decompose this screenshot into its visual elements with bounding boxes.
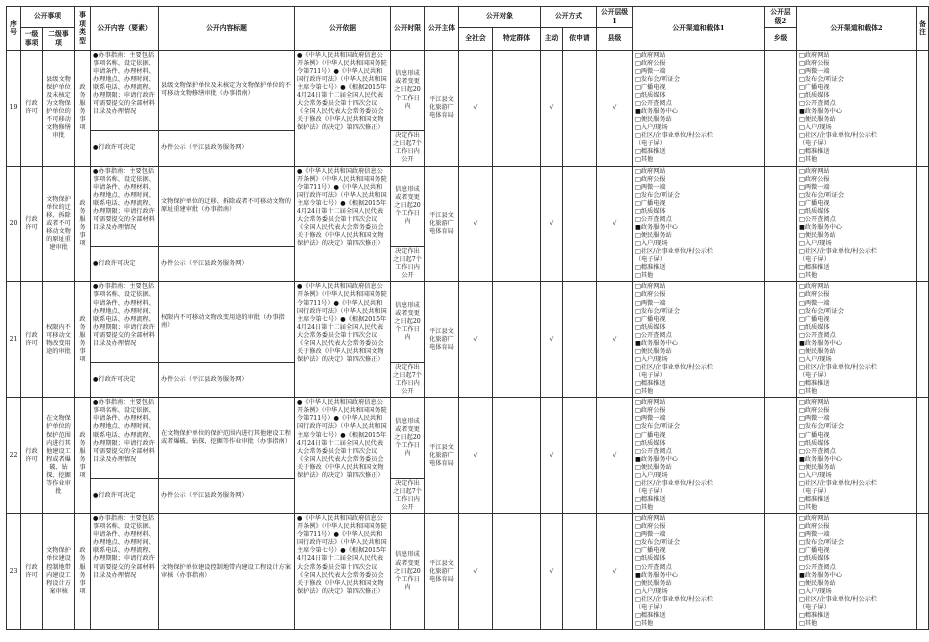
- row-note: [917, 514, 929, 630]
- channel-option: □纸质媒体: [799, 555, 830, 563]
- channel-option: □公开查阅点: [635, 100, 672, 108]
- channel-option: □便民服务站: [799, 116, 836, 124]
- channel-option: □政府公报: [635, 407, 666, 415]
- row-basis: ●《中华人民共和国政府信息公开条例》（中华人民共和国国务院令第711号）●《中华人民共和国行政许可法》（中华人民共和国主席令第七号）●《根据2015年4月24日第十二届全国人民代表大会常务委员会第十四次会议《全国人民代表大会常务委员会关于修改《中华人民共和国文物保护法》的决定》第四次修正）: [295, 514, 391, 630]
- row-number: 20: [7, 166, 21, 282]
- header-level1: 一级事项: [21, 27, 43, 50]
- check-request: [563, 50, 597, 166]
- channel-option: □纸质媒体: [799, 323, 830, 331]
- check-town: [765, 282, 797, 398]
- check-all: √: [459, 166, 493, 282]
- row-time-main: 信息形成或者变更之日起20个工作日内: [391, 514, 425, 630]
- channel-option: □发布会/听证会: [799, 423, 845, 431]
- channel-option: □两微一端: [635, 299, 666, 307]
- channel-list-1: [633, 50, 765, 166]
- channel-option: □纸质媒体: [799, 439, 830, 447]
- row-time-main: 信息形成或者变更之日起20个工作日内: [391, 50, 425, 131]
- row-category: 行政许可: [21, 50, 43, 166]
- channel-option: □政府网站: [635, 399, 666, 407]
- row-item: 在文物保护单位的保护范围内进行其他建设工程或者爆破、钻探、挖掘等作业审批: [43, 398, 75, 514]
- channel-option: □广播电视: [635, 199, 666, 207]
- channel-option: □发布会/听证会: [799, 191, 845, 199]
- row-subject: 平江县文化旅游广电体育局: [425, 166, 459, 282]
- header-method: 公开方式: [541, 7, 597, 28]
- row-note: [917, 166, 929, 282]
- channel-option: □社区/企事业单位/村公示栏: [635, 595, 714, 603]
- channel-option: □广播电视: [635, 315, 666, 323]
- check-request: [563, 514, 597, 630]
- header-target: 公开对象: [459, 7, 541, 28]
- check-county: √: [597, 166, 633, 282]
- channel-option: ■政务服务中心: [799, 108, 842, 116]
- channel-option: □两微一端: [635, 67, 666, 75]
- header-basis: 公开依据: [295, 7, 391, 51]
- channel-option: （电子屏）: [799, 140, 830, 148]
- channel-option: □入户/现场: [635, 124, 668, 132]
- header-request: 依申请: [563, 27, 597, 50]
- channel-option: □入户/现场: [635, 355, 668, 363]
- channel-option: ■政务服务中心: [799, 223, 842, 231]
- row-time-decision: 决定作出之日起7个工作日内公开: [391, 363, 425, 398]
- row-number: 19: [7, 50, 21, 166]
- channel-option: ■政务服务中心: [799, 455, 842, 463]
- row-time-decision: 决定作出之日起7个工作日内公开: [391, 131, 425, 166]
- row-time-main: 信息形成或者变更之日起20个工作日内: [391, 166, 425, 247]
- row-type: 政务服务事项: [75, 398, 91, 514]
- channel-option: □精准推送: [799, 264, 830, 272]
- channel-list-2: [797, 166, 917, 282]
- channel-option: □广播电视: [799, 199, 830, 207]
- channel-option: □广播电视: [635, 547, 666, 555]
- row-type: 政务服务事项: [75, 282, 91, 398]
- channel-option: ■政务服务中心: [635, 223, 678, 231]
- row-number: 23: [7, 514, 21, 630]
- row-item: 县级文物保护单位及未核定为文物保护单位的不可移动文物修缮审批: [43, 50, 75, 166]
- channel-option: □其他: [799, 504, 818, 512]
- row-title-decision: 办件公示（平江县政务服务网）: [159, 478, 295, 513]
- channel-option: □入户/现场: [635, 471, 668, 479]
- row-time-decision: 决定作出之日起7个工作日内公开: [391, 247, 425, 282]
- row-title: 文物保护单位的迁移、拆除或者不可移动文物的原址重建审批（办事指南）: [159, 166, 295, 247]
- row-basis: ●《中华人民共和国政府信息公开条例》（中华人民共和国国务院令第711号）●《中华人民共和国行政许可法》（中华人民共和国主席令第七号）●《根据2015年4月24日第十二届全国人民代表大会常务委员会第十四次会议《全国人民代表大会常务委员会关于修改《中华人民共和国文物保护法》的决定》第四次修正）: [295, 166, 391, 282]
- channel-option: □发布会/听证会: [635, 423, 681, 431]
- channel-option: □公开查阅点: [799, 331, 836, 339]
- channel-option: □入户/现场: [635, 587, 668, 595]
- header-subject: 公开主体: [425, 7, 459, 51]
- channel-option: □两微一端: [799, 183, 830, 191]
- row-content-decision: ●行政许可决定: [91, 478, 159, 513]
- header-county: 县级: [597, 27, 633, 50]
- channel-option: （电子屏）: [635, 603, 666, 611]
- row-note: [917, 50, 929, 166]
- row-basis: ●《中华人民共和国政府信息公开条例》（中华人民共和国国务院令第711号）●《中华人民共和国行政许可法》（中华人民共和国主席令第七号）●《根据2015年4月24日第十二届全国人民代表大会常务委员会第十四次会议《全国人民代表大会常务委员会关于修改《中华人民共和国文物保护法》的决定》第四次修正）: [295, 282, 391, 398]
- header-note: 备注: [917, 7, 929, 51]
- channel-option: □发布会/听证会: [635, 191, 681, 199]
- row-title: 在文物保护单位的保护范围内进行其他建设工程或者爆破、钻探、挖掘等作业审批（办事指南）: [159, 398, 295, 479]
- channel-option: □精准推送: [799, 496, 830, 504]
- check-county: √: [597, 282, 633, 398]
- row-type: 政务服务事项: [75, 166, 91, 282]
- row-content-decision: ●行政许可决定: [91, 131, 159, 166]
- channel-option: ■政务服务中心: [635, 339, 678, 347]
- channel-option: □便民服务站: [635, 347, 672, 355]
- row-title-decision: 办件公示（平江县政务服务网）: [159, 131, 295, 166]
- channel-option: □社区/企事业单位/村公示栏: [799, 479, 878, 487]
- header-active: 主动: [541, 27, 563, 50]
- channel-option: □纸质媒体: [635, 555, 666, 563]
- channel-option: □政府网站: [635, 283, 666, 291]
- channel-option: □政府网站: [799, 167, 830, 175]
- table-row: [7, 398, 929, 479]
- row-subject: 平江县文化旅游广电体育局: [425, 50, 459, 166]
- channel-option: □纸质媒体: [635, 323, 666, 331]
- row-type: 政务服务事项: [75, 50, 91, 166]
- table-row: [7, 50, 929, 131]
- channel-option: （电子屏）: [799, 372, 830, 380]
- check-town: [765, 398, 797, 514]
- channel-option: □两微一端: [635, 531, 666, 539]
- row-content-main: ●办事指南：主要包括事项名称、设定依据、申请条件、办理材料、办理地点、办理时间、联系电话、办理流程、办理期限；申请行政许可需要提交的全部材料目录及办理情况: [91, 50, 159, 131]
- header-items: 公开事项: [21, 7, 75, 28]
- channel-option: □两微一端: [799, 299, 830, 307]
- check-all: √: [459, 50, 493, 166]
- channel-option: □政府网站: [635, 51, 666, 59]
- channel-option: □便民服务站: [635, 463, 672, 471]
- header-level2: 二级事项: [43, 27, 75, 50]
- row-basis: ●《中华人民共和国政府信息公开条例》（中华人民共和国国务院令第711号）●《中华人民共和国行政许可法》（中华人民共和国主席令第七号）●《根据2015年4月24日第十二届全国人民代表大会常务委员会第十四次会议《全国人民代表大会常务委员会关于修改《中华人民共和国文物保护法》的决定》第四次修正）: [295, 50, 391, 166]
- row-content-main: ●办事指南：主要包括事项名称、设定依据、申请条件、办理材料、办理地点、办理时间、联系电话、办理流程、办理期限；申请行政许可需要提交的全部材料目录及办理情况: [91, 166, 159, 247]
- header-type: 事项类型: [75, 7, 91, 51]
- channel-option: □公开查阅点: [799, 563, 836, 571]
- check-town: [765, 514, 797, 630]
- row-subject: 平江县文化旅游广电体育局: [425, 514, 459, 630]
- channel-list-2: [797, 282, 917, 398]
- channel-option: □政府公报: [635, 291, 666, 299]
- channel-option: □发布会/听证会: [799, 75, 845, 83]
- check-town: [765, 50, 797, 166]
- channel-option: □精准推送: [799, 148, 830, 156]
- channel-option: □社区/企事业单位/村公示栏: [799, 595, 878, 603]
- channel-option: □其他: [799, 388, 818, 396]
- row-type: 政务服务事项: [75, 514, 91, 630]
- row-content-main: ●办事指南：主要包括事项名称、设定依据、申请条件、办理材料、办理地点、办理时间、联系电话、办理流程、办理期限；申请行政许可需要提交的全部材料目录及办理情况: [91, 282, 159, 363]
- channel-option: □便民服务站: [799, 232, 836, 240]
- channel-option: □精准推送: [799, 611, 830, 619]
- table-row: [7, 166, 929, 247]
- channel-list-2: [797, 50, 917, 166]
- channel-option: □精准推送: [635, 264, 666, 272]
- check-request: [563, 166, 597, 282]
- channel-option: □便民服务站: [799, 347, 836, 355]
- channel-option: □精准推送: [635, 611, 666, 619]
- channel-option: □政府公报: [799, 291, 830, 299]
- row-subject: 平江县文化旅游广电体育局: [425, 398, 459, 514]
- header-content: 公开内容（要素）: [91, 7, 159, 51]
- channel-option: □精准推送: [799, 380, 830, 388]
- channel-option: □两微一端: [799, 67, 830, 75]
- channel-option: □政府网站: [799, 515, 830, 523]
- channel-option: （电子屏）: [635, 256, 666, 264]
- channel-option: （电子屏）: [799, 603, 830, 611]
- channel-option: □政府网站: [799, 399, 830, 407]
- channel-option: □发布会/听证会: [635, 539, 681, 547]
- header-title: 公开内容标题: [159, 7, 295, 51]
- row-content-main: ●办事指南：主要包括事项名称、设定依据、申请条件、办理材料、办理地点、办理时间、联系电话、办理流程、办理期限；申请行政许可需要提交的全部材料目录及办理情况: [91, 398, 159, 479]
- channel-option: □两微一端: [635, 415, 666, 423]
- channel-option: □纸质媒体: [635, 207, 666, 215]
- check-town: [765, 166, 797, 282]
- channel-list-1: [633, 166, 765, 282]
- channel-option: □两微一端: [799, 415, 830, 423]
- header-seq: 序号: [7, 7, 21, 51]
- channel-option: （电子屏）: [635, 140, 666, 148]
- channel-option: □社区/企事业单位/村公示栏: [635, 248, 714, 256]
- row-category: 行政许可: [21, 166, 43, 282]
- channel-option: ■政务服务中心: [635, 455, 678, 463]
- channel-option: □社区/企事业单位/村公示栏: [799, 132, 878, 140]
- row-basis: ●《中华人民共和国政府信息公开条例》（中华人民共和国国务院令第711号）●《中华人民共和国行政许可法》（中华人民共和国主席令第七号）●《根据2015年4月24日第十二届全国人民代表大会常务委员会第十四次会议《全国人民代表大会常务委员会关于修改《中华人民共和国文物保护法》的决定》第四次修正）: [295, 398, 391, 514]
- channel-option: □广播电视: [799, 315, 830, 323]
- channel-option: □广播电视: [635, 431, 666, 439]
- channel-option: □政府网站: [799, 51, 830, 59]
- channel-option: （电子屏）: [635, 487, 666, 495]
- check-county: √: [597, 50, 633, 166]
- channel-option: □广播电视: [635, 83, 666, 91]
- channel-option: □广播电视: [799, 431, 830, 439]
- channel-option: （电子屏）: [799, 256, 830, 264]
- channel-option: □政府公报: [799, 523, 830, 531]
- check-active: √: [541, 50, 563, 166]
- channel-option: ■政务服务中心: [635, 571, 678, 579]
- channel-option: □入户/现场: [799, 355, 832, 363]
- header-layer2: 公开层级2: [765, 7, 797, 28]
- channel-option: □公开查阅点: [635, 215, 672, 223]
- channel-option: □入户/现场: [799, 471, 832, 479]
- channel-option: □两微一端: [635, 183, 666, 191]
- channel-option: □精准推送: [635, 380, 666, 388]
- check-specific: [493, 514, 541, 630]
- table-row: [7, 282, 929, 363]
- channel-option: □政府公报: [635, 175, 666, 183]
- channel-option: □入户/现场: [799, 587, 832, 595]
- channel-option: □广播电视: [799, 83, 830, 91]
- channel-option: □便民服务站: [635, 579, 672, 587]
- channel-option: □其他: [799, 272, 818, 280]
- header-town: 乡级: [765, 27, 797, 50]
- row-item: 文物保护单位建设控制地带内建设工程设计方案审核: [43, 514, 75, 630]
- check-specific: [493, 398, 541, 514]
- channel-option: □社区/企事业单位/村公示栏: [635, 479, 714, 487]
- disclosure-table: [6, 6, 929, 630]
- row-content-decision: ●行政许可决定: [91, 363, 159, 398]
- channel-option: □发布会/听证会: [799, 307, 845, 315]
- channel-option: （电子屏）: [799, 487, 830, 495]
- channel-option: □纸质媒体: [635, 91, 666, 99]
- channel-option: □便民服务站: [635, 116, 672, 124]
- row-subject: 平江县文化旅游广电体育局: [425, 282, 459, 398]
- channel-list-1: [633, 282, 765, 398]
- channel-option: ■政务服务中心: [799, 571, 842, 579]
- row-number: 21: [7, 282, 21, 398]
- row-time-main: 信息形成或者变更之日起20个工作日内: [391, 282, 425, 363]
- header-time: 公开时限: [391, 7, 425, 51]
- channel-option: □政府网站: [799, 283, 830, 291]
- channel-option: □入户/现场: [799, 124, 832, 132]
- check-active: √: [541, 514, 563, 630]
- row-note: [917, 282, 929, 398]
- channel-option: □公开查阅点: [635, 563, 672, 571]
- header-channel1: 公开渠道和载体1: [633, 7, 765, 51]
- channel-option: □其他: [799, 619, 818, 627]
- channel-option: □其他: [635, 388, 654, 396]
- channel-option: □发布会/听证会: [635, 75, 681, 83]
- row-time-decision: 决定作出之日起7个工作日内公开: [391, 478, 425, 513]
- channel-list-2: [797, 398, 917, 514]
- channel-option: □便民服务站: [635, 232, 672, 240]
- channel-option: □社区/企事业单位/村公示栏: [635, 132, 714, 140]
- check-request: [563, 282, 597, 398]
- check-county: √: [597, 514, 633, 630]
- channel-option: □其他: [635, 504, 654, 512]
- channel-option: □纸质媒体: [799, 91, 830, 99]
- channel-option: □政府公报: [799, 407, 830, 415]
- channel-option: （电子屏）: [635, 372, 666, 380]
- channel-option: □便民服务站: [799, 579, 836, 587]
- channel-option: □政府公报: [635, 59, 666, 67]
- channel-option: □公开查阅点: [799, 215, 836, 223]
- channel-option: □公开查阅点: [799, 447, 836, 455]
- channel-option: □入户/现场: [799, 240, 832, 248]
- channel-option: □其他: [635, 272, 654, 280]
- channel-option: □社区/企事业单位/村公示栏: [635, 364, 714, 372]
- check-active: √: [541, 398, 563, 514]
- row-content-decision: ●行政许可决定: [91, 247, 159, 282]
- channel-option: □其他: [635, 156, 654, 164]
- row-title-decision: 办件公示（平江县政务服务网）: [159, 363, 295, 398]
- channel-option: □入户/现场: [635, 240, 668, 248]
- channel-option: □精准推送: [635, 148, 666, 156]
- row-item: 权限内不可移动文物改变用途的审批: [43, 282, 75, 398]
- channel-list-1: [633, 514, 765, 630]
- channel-option: ■政务服务中心: [635, 108, 678, 116]
- table-row: [7, 514, 929, 630]
- channel-list-2: [797, 514, 917, 630]
- check-all: √: [459, 398, 493, 514]
- channel-option: □发布会/听证会: [799, 539, 845, 547]
- channel-option: □社区/企事业单位/村公示栏: [799, 364, 878, 372]
- channel-option: □政府公报: [799, 59, 830, 67]
- row-note: [917, 398, 929, 514]
- header-layer1: 公开层级1: [597, 7, 633, 28]
- check-county: √: [597, 398, 633, 514]
- channel-option: □公开查阅点: [635, 447, 672, 455]
- channel-option: □公开查阅点: [635, 331, 672, 339]
- channel-option: □政府公报: [635, 523, 666, 531]
- channel-option: □其他: [635, 619, 654, 627]
- channel-option: □公开查阅点: [799, 100, 836, 108]
- channel-option: □纸质媒体: [635, 439, 666, 447]
- channel-option: □精准推送: [635, 496, 666, 504]
- row-title: 权限内不可移动文物改变用途的审批（办事指南）: [159, 282, 295, 363]
- channel-option: □政府公报: [799, 175, 830, 183]
- check-all: √: [459, 514, 493, 630]
- check-all: √: [459, 282, 493, 398]
- channel-option: □广播电视: [799, 547, 830, 555]
- channel-list-1: [633, 398, 765, 514]
- channel-option: □政府网站: [635, 167, 666, 175]
- channel-option: □政府网站: [635, 515, 666, 523]
- row-time-main: 信息形成或者变更之日起20个工作日内: [391, 398, 425, 479]
- check-active: √: [541, 166, 563, 282]
- check-specific: [493, 282, 541, 398]
- check-active: √: [541, 282, 563, 398]
- channel-option: ■政务服务中心: [799, 339, 842, 347]
- header-channel2: 公开渠道和载体2: [797, 7, 917, 51]
- row-category: 行政许可: [21, 398, 43, 514]
- channel-option: □发布会/听证会: [635, 307, 681, 315]
- channel-option: □纸质媒体: [799, 207, 830, 215]
- channel-option: □其他: [799, 156, 818, 164]
- header-all: 全社会: [459, 27, 493, 50]
- check-specific: [493, 166, 541, 282]
- row-title-decision: 办件公示（平江县政务服务网）: [159, 247, 295, 282]
- channel-option: □社区/企事业单位/村公示栏: [799, 248, 878, 256]
- channel-option: □便民服务站: [799, 463, 836, 471]
- check-specific: [493, 50, 541, 166]
- row-content-main: ●办事指南：主要包括事项名称、设定依据、申请条件、办理材料、办理地点、办理时间、联系电话、办理流程、办理期限；申请行政许可需要提交的全部材料目录及办理情况: [91, 514, 159, 630]
- row-title: 文物保护单位建设控制地带内建设工程设计方案审核（办事指南）: [159, 514, 295, 630]
- header-specific: 特定群体: [493, 27, 541, 50]
- row-title: 县级文物保护单位及未核定为文物保护单位的不可移动文物修缮审批（办事指南）: [159, 50, 295, 131]
- row-category: 行政许可: [21, 514, 43, 630]
- row-category: 行政许可: [21, 282, 43, 398]
- check-request: [563, 398, 597, 514]
- channel-option: □两微一端: [799, 531, 830, 539]
- row-item: 文物保护单位的迁移、拆除或者不可移动文物的原址重建审批: [43, 166, 75, 282]
- row-number: 22: [7, 398, 21, 514]
